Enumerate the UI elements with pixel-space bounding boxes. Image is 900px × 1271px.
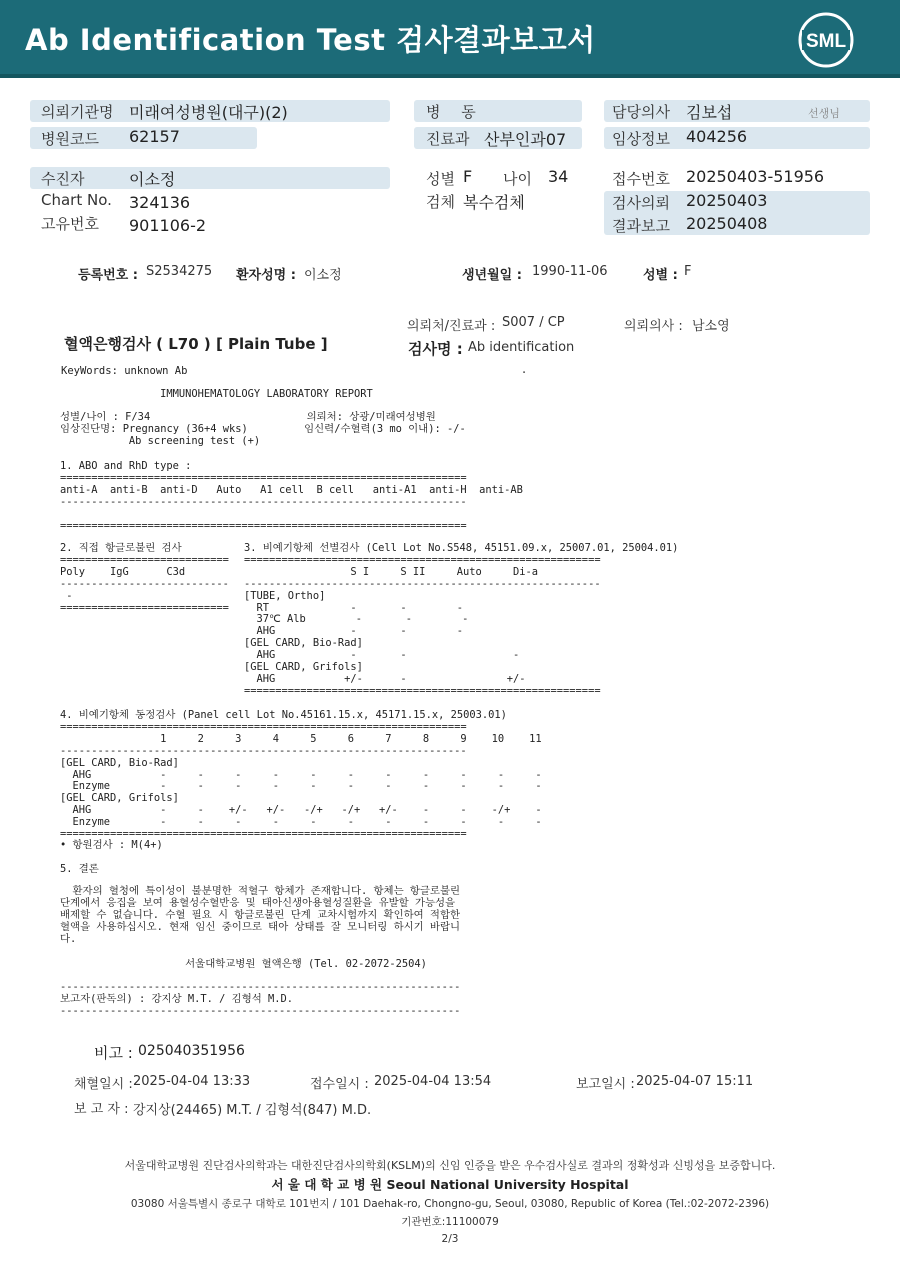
specimen-label: 검체 [426, 193, 455, 211]
test-name-label: 검사명 : [408, 340, 463, 358]
request-label: 검사의뢰 [612, 194, 670, 212]
report-time-label: 보고일시 : [576, 1077, 635, 1092]
reg-label: 등록번호 : [78, 268, 138, 283]
remark-value: 025040351956 [138, 1043, 245, 1059]
patient-block: 성별/나이 : F/34 의뢰처: 상광/미래여성병원 임상진단명: Pregnancy (36+4 wks) 임신력/수혈력(3 mo 이내): -/- Ab screening test (+) [60, 411, 466, 447]
req-doctor-label: 의뢰의사 : [624, 319, 683, 334]
sex-label: 성별 [426, 170, 455, 188]
remark-label: 비고 : [94, 1044, 133, 1062]
report-date-label: 결과보고 [612, 217, 670, 235]
hospital-address: 03080 서울특별시 종로구 대학로 101번지 / 101 Daehak-ro, Chongno-gu, Seoul, 03080, Republic of Korea (Tel.:02-2072-2396) [130, 1198, 770, 1210]
report-header [0, 0, 900, 78]
institution-value: 미래여성병원(대구)(2) [129, 103, 288, 122]
requester-label: 의뢰처/진료과 : [407, 319, 496, 334]
collect-value: 2025-04-04 13:33 [133, 1074, 251, 1089]
reg-sex-label: 성별 : [643, 268, 678, 283]
test-name: 혈액은행검사 ( L70 ) [ Plain Tube ] [64, 335, 328, 353]
ward-label: 병 동 [426, 103, 484, 121]
abo-rhd-block: 1. ABO and RhD type : ================================================================= anti-A anti-B anti-D Auto A1 cell B cell anti-A1 anti-H anti-AB ----------------------------------------------------------------- ================================================================= [60, 460, 523, 532]
collect-label: 채혈일시 : [74, 1077, 133, 1092]
signature-block: ---------------------------------------------------------------- 보고자(판독의) : 강지상 M.T. / 김형석 M.D. ---------------------------------------------------------------- [60, 981, 461, 1017]
unique-no-label: 고유번호 [41, 215, 99, 233]
patient-name-label: 환자성명 : [236, 268, 296, 283]
test-name-value: Ab identification [468, 340, 575, 355]
dob-label: 생년월일 : [462, 268, 522, 283]
patient-label: 수진자 [41, 170, 85, 188]
doctor-value: 김보섭 [686, 103, 733, 122]
reg-sex-value: F [684, 264, 692, 279]
report-title: Ab Identification Test 검사결과보고서 [25, 23, 596, 57]
report-title-line: IMMUNOHEMATOLOGY LABORATORY REPORT [60, 388, 373, 400]
clinical-label: 임상정보 [612, 130, 670, 148]
hospital-name: 서 울 대 학 교 병 원 Seoul National University Hospital [271, 1177, 629, 1192]
receipt-no-value: 20250403-51956 [686, 167, 825, 186]
hospital-code-label: 병원코드 [41, 130, 99, 148]
sml-logo [796, 10, 856, 70]
institution-label: 의뢰기관명 [41, 103, 114, 121]
dot-mark: . [522, 362, 527, 377]
panel-block: 4. 비예기항체 동정검사 (Panel cell Lot No.45161.15.x, 45171.15.x, 25003.01) ================================================================= 1 2 3 4 5 6 7 8 9 10 11 ----------------------------------------------------------------- [GEL CARD, Bio-Rad] AHG - - - - - - - - - - - Enzyme - - - - - - - - - - - [GEL CARD, Grifols] AHG - - +/- +/- -/+ -/+ +/- - - -/+ - Enzyme - - - - - - - - - - - ================================================================= [60, 709, 542, 841]
req-doctor-value: 남소영 [692, 319, 730, 334]
hospital-code-value: 62157 [129, 127, 180, 146]
dat-block: 2. 직접 항글로불린 검사 =========================== Poly IgG C3d --------------------------- - =========================== [60, 542, 229, 614]
specimen-value: 복수검체 [463, 193, 525, 212]
department-value: 산부인과07 [484, 130, 567, 149]
conclusion-title: 5. 결론 [60, 863, 99, 875]
department-label: 진료과 [426, 130, 470, 148]
request-value: 20250403 [686, 191, 768, 210]
reporter-value: 강지상(24465) M.T. / 김형석(847) M.D. [133, 1103, 372, 1118]
patient-value: 이소정 [129, 170, 176, 189]
receive-value: 2025-04-04 13:54 [374, 1074, 492, 1089]
requester-value: S007 / CP [502, 315, 565, 330]
patient-name-value: 이소정 [304, 268, 342, 283]
page-number: 2/3 [441, 1233, 459, 1245]
chart-label: Chart No. [41, 191, 112, 209]
institution-number: 기관번호:11100079 [401, 1216, 499, 1228]
report-date-value: 20250408 [686, 214, 768, 233]
conclusion-body: 환자의 혈청에 특이성이 불분명한 적혈구 항체가 존재합니다. 항체는 항글로불린 단계에서 응집을 보여 용혈성수혈반응 및 태아신생아용혈성질환을 유발할 가능성을 배제할 수 없습니다. 수혈 필요 시 항글로불린 단계 교차시험까지 확인하여 적합한 혈액을 사용하십시오. 현재 임신 중이므로 태아 상태를 잘 모니터링 하시기 바랍니 다. [60, 885, 461, 945]
doctor-label: 담당의사 [612, 103, 670, 121]
age-value: 34 [548, 167, 569, 186]
sex-value: F [463, 167, 473, 186]
reg-value: S2534275 [146, 264, 213, 279]
dob-value: 1990-11-06 [532, 264, 608, 279]
chart-value: 324136 [129, 193, 191, 212]
certification-note: 서울대학교병원 진단검사의학과는 대한진단검사의학회(KSLM)의 신임 인증을 받은 우수검사실로 결과의 정확성과 신빙성을 보증합니다. [124, 1159, 776, 1172]
logo-text: SML [805, 31, 847, 52]
receipt-no-label: 접수번호 [612, 170, 670, 188]
reporter-label: 보 고 자 : [74, 1102, 129, 1117]
bloodbank-line: 서울대학교병원 혈액은행 (Tel. 02-2072-2504) [60, 958, 427, 970]
screening-block: 3. 비예기항체 선별검사 (Cell Lot No.S548, 45151.09.x, 25007.01, 25004.01) ========================================================= S I S II Auto Di-a --------------------------------------------------------- [TUBE, Ortho] RT - - - 37℃ Alb - - - AHG - - - [GEL CARD, Bio-Rad] AHG - - - [GEL CARD, Grifols] AHG +/- - +/- ========================================================= [244, 542, 679, 697]
receive-label: 접수일시 : [310, 1077, 369, 1092]
report-time-value: 2025-04-07 15:11 [636, 1074, 754, 1089]
doctor-suffix: 선생님 [808, 107, 840, 120]
antigen-test: • 항원검사 : M(4+) [60, 839, 163, 851]
age-label: 나이 [503, 170, 532, 188]
unique-no-value: 901106-2 [129, 216, 207, 235]
keywords: KeyWords: unknown Ab [61, 365, 188, 377]
clinical-value: 404256 [686, 127, 748, 146]
